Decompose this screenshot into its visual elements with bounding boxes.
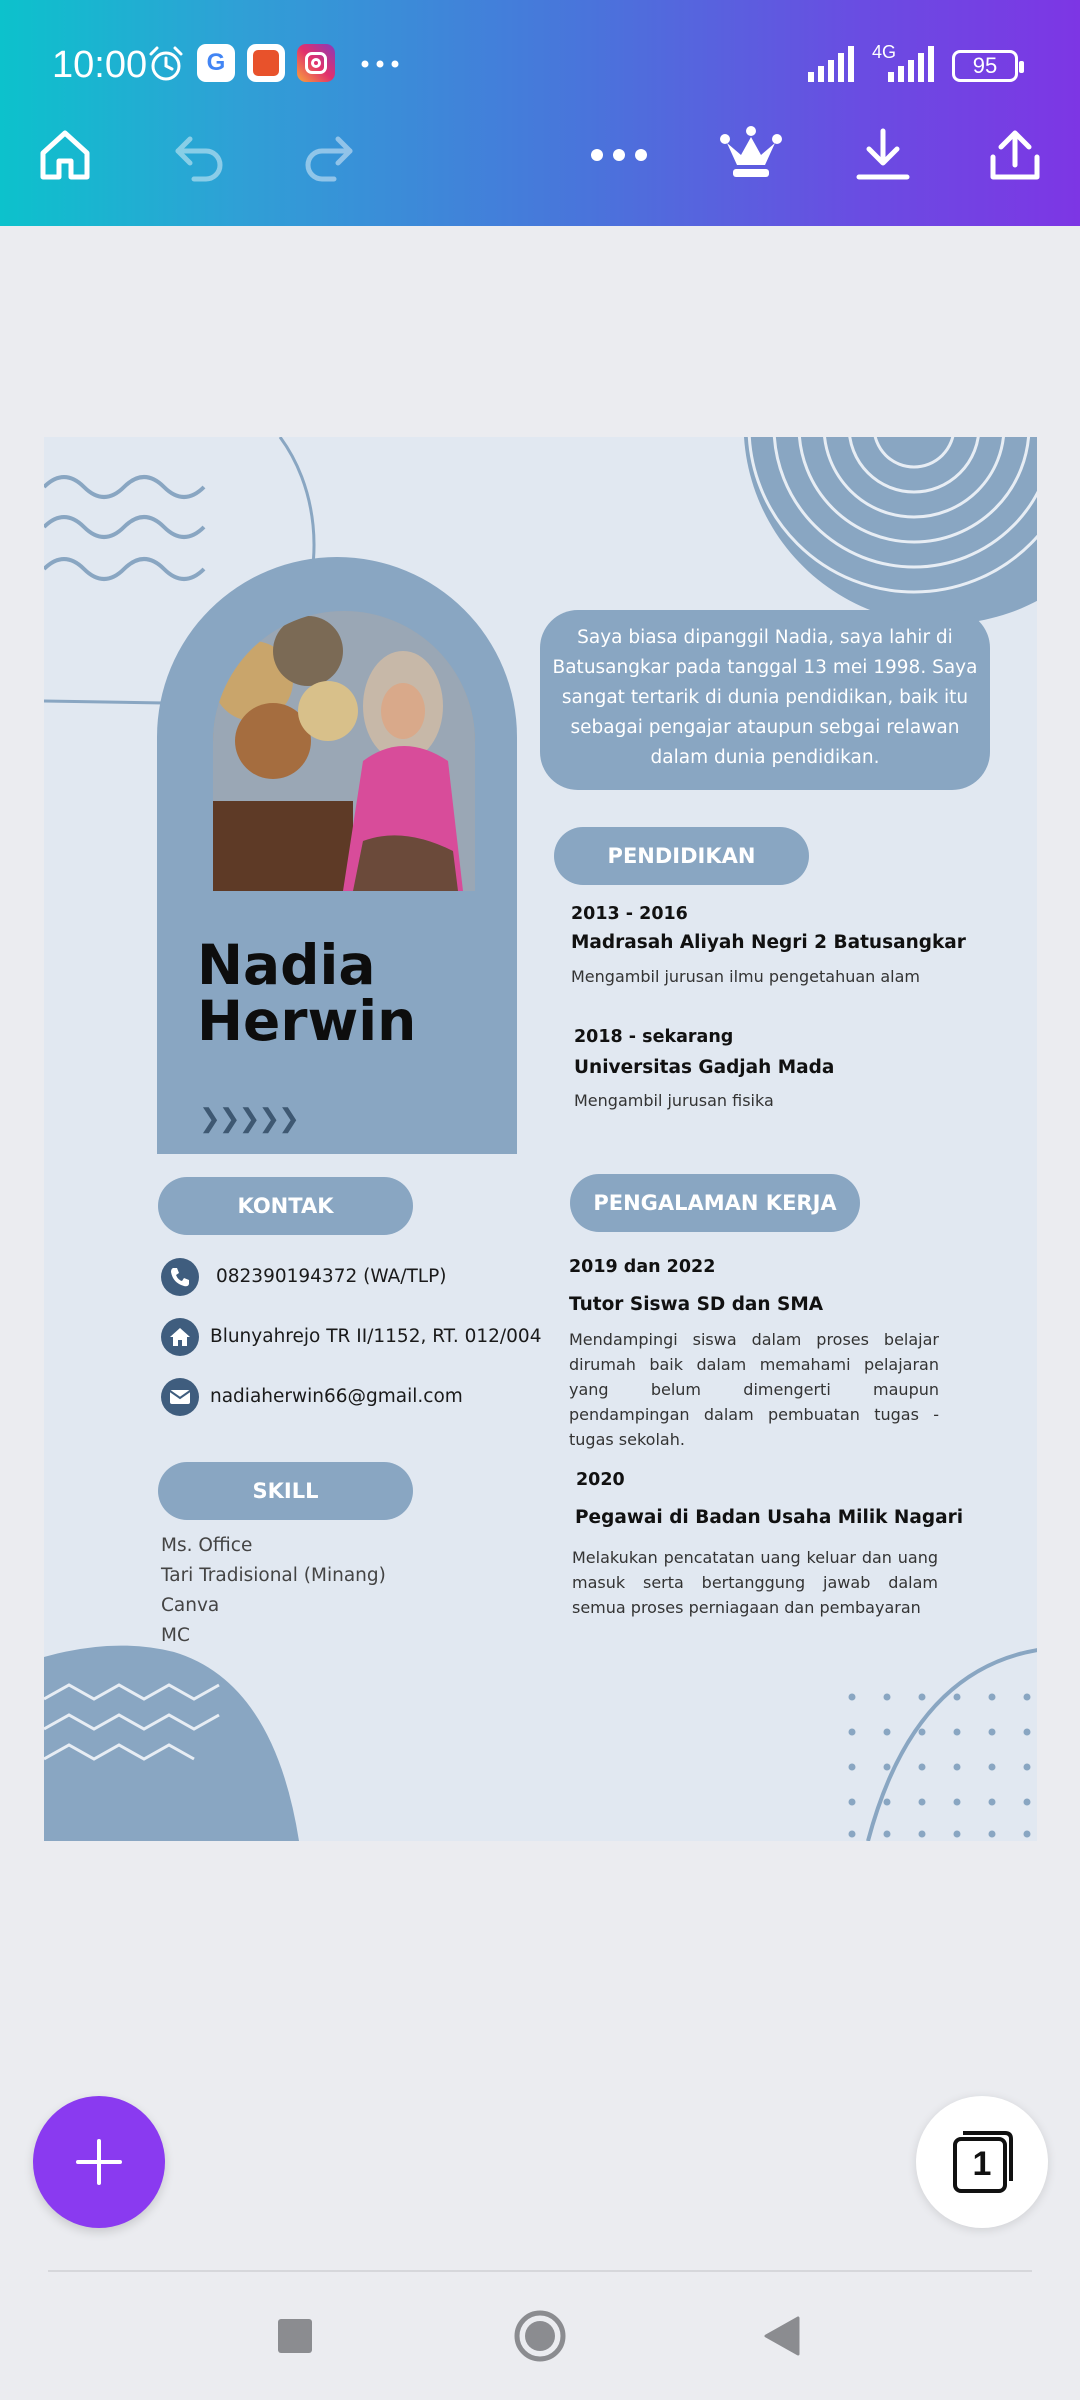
contact-heading: KONTAK: [158, 1177, 413, 1235]
contact-email: nadiaherwin66@gmail.com: [210, 1386, 463, 1407]
recents-button[interactable]: [265, 2306, 325, 2366]
experience-desc-1: Mendampingi siswa dalam proses belajar dirumah baik dalam memahami pelajaran yang belum dimengerti maupun pendampingan dalam pembuatan tugas - tugas sekolah.: [569, 1330, 939, 1449]
profile-panel: [157, 557, 517, 1154]
house-icon: [161, 1318, 199, 1356]
education-year-1: 2013 - 2016: [571, 904, 688, 924]
last-name: Herwin: [197, 989, 417, 1053]
home-icon: [35, 125, 95, 185]
network-type: 4G: [872, 42, 897, 62]
experience-year-2: 2020: [576, 1470, 625, 1490]
experience-title-1: Tutor Siswa SD dan SMA: [569, 1294, 824, 1315]
education-heading: PENDIDIKAN: [554, 827, 809, 885]
experience-heading: PENGALAMAN KERJA: [570, 1174, 860, 1232]
square-icon: [275, 2316, 315, 2356]
skill-item-2: Tari Tradisional (Minang): [161, 1565, 386, 1586]
clock: 10:00: [52, 44, 148, 86]
plus-icon: [74, 2137, 124, 2187]
redo-icon: [298, 125, 358, 185]
more-horizontal-icon: [589, 145, 649, 165]
status-bar: [0, 30, 1080, 100]
skill-item-3: Canva: [161, 1595, 220, 1616]
pages-button[interactable]: [916, 2096, 1048, 2228]
undo-icon: [170, 125, 230, 185]
profile-photo: [213, 611, 475, 891]
download-icon: [853, 125, 913, 185]
signal-icon-2: [888, 46, 938, 82]
skill-heading: SKILL: [158, 1462, 413, 1520]
alarm-icon: [146, 44, 186, 84]
mail-icon: [161, 1378, 199, 1416]
home-nav-button[interactable]: [510, 2306, 570, 2366]
editor-toolbar: [0, 0, 1080, 226]
shopping-app-icon: [247, 44, 285, 82]
nav-divider: [48, 2270, 1032, 2272]
intro-text: Saya biasa dipanggil Nadia, saya lahir di Batusangkar pada tanggal 13 mei 1998. Saya sangat tertarik di dunia pendidikan, baik itu sebagai pengajar ataupun sebgai relawan dalam dunia pendidikan.: [540, 610, 990, 790]
education-desc-2: Mengambil jurusan fisika: [574, 1091, 774, 1110]
phone-icon: [161, 1258, 199, 1296]
more-options-button[interactable]: [584, 120, 654, 190]
resume-canvas[interactable]: [44, 437, 1037, 1841]
signal-icon: [808, 46, 858, 82]
crown-icon: [719, 125, 783, 185]
education-year-2: 2018 - sekarang: [574, 1027, 734, 1047]
add-element-button[interactable]: [33, 2096, 165, 2228]
undo-button[interactable]: [165, 120, 235, 190]
share-icon: [985, 125, 1045, 185]
education-desc-1: Mengambil jurusan ilmu pengetahuan alam: [571, 967, 921, 986]
share-button[interactable]: [980, 120, 1050, 190]
download-button[interactable]: [848, 120, 918, 190]
contact-address: Blunyahrejo TR II/1152, RT. 012/004: [210, 1326, 542, 1347]
google-app-icon: G: [197, 44, 235, 82]
education-title-1: Madrasah Aliyah Negri 2 Batusangkar: [571, 932, 966, 953]
full-name: [197, 933, 417, 1053]
experience-title-2: Pegawai di Badan Usaha Milik Nagari: [575, 1507, 964, 1528]
back-nav-button[interactable]: [752, 2306, 812, 2366]
redo-button[interactable]: [293, 120, 363, 190]
back-triangle-icon: [762, 2314, 802, 2358]
education-title-2: Universitas Gadjah Mada: [574, 1057, 835, 1078]
experience-desc-2: Melakukan pencatatan uang keluar dan uang masuk serta bertanggung jawab dalam semua proses perniagaan dan pembayaran: [572, 1548, 938, 1617]
first-name: Nadia: [197, 933, 376, 997]
instagram-icon: [297, 44, 335, 82]
home-button[interactable]: [30, 120, 100, 190]
skill-item-1: Ms. Office: [161, 1535, 253, 1556]
circle-icon: [512, 2308, 568, 2364]
premium-button[interactable]: [716, 120, 786, 190]
page-count: 1: [972, 2145, 992, 2183]
experience-year-1: 2019 dan 2022: [569, 1257, 716, 1277]
battery-indicator: 95: [952, 50, 1018, 82]
skill-item-4: MC: [161, 1625, 190, 1646]
contact-phone: 082390194372 (WA/TLP): [216, 1266, 447, 1287]
chevron-decoration: ❯❯❯❯❯: [199, 1103, 298, 1133]
more-notifications-icon: [360, 58, 400, 70]
